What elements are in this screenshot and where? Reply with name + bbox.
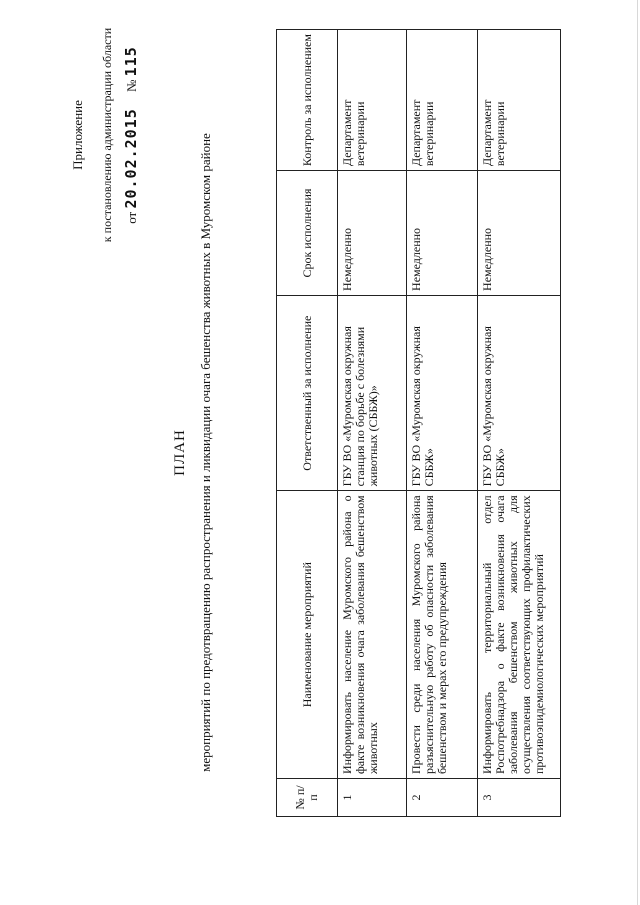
plan-subtitle: мероприятий по предотвращению распространения и ликвидации очага бешенства животных в Муромском районе: [198, 133, 213, 772]
row-control: Департамент ветеринарии: [478, 30, 561, 171]
row-num: 1: [338, 779, 407, 817]
col-header-control: Контроль за исполнением: [277, 30, 338, 171]
row-action: Информировать территориальный отдел Роспотребнадзора о факте возникновения очага заболевания бешенством животных для осуществления соответствующих профилактических противоэпидемиологических мероприятий: [478, 491, 561, 779]
date-prefix: от: [124, 211, 139, 224]
decree-date: 20.02.2015: [122, 108, 140, 209]
row-action: Провести среди населения Муромского района разъяснительную работу об опасности заболевания бешенством и мерах его предупреждения: [407, 491, 478, 779]
table-row: [338, 30, 407, 817]
col-header-num: № п/п: [277, 779, 338, 817]
row-num: 3: [478, 779, 561, 817]
table-row: [478, 30, 561, 817]
plan-table: [276, 29, 561, 817]
decree-label: к постановлению администрации области: [100, 27, 114, 243]
decree-date-line: [122, 5, 140, 265]
row-deadline: Немедленно: [478, 171, 561, 296]
number-prefix: №: [124, 79, 139, 92]
decree-number: 115: [122, 46, 140, 77]
row-responsible: ГБУ ВО «Муромская окружная СББЖ»: [478, 295, 561, 490]
row-control: Департамент ветеринарии: [338, 30, 407, 171]
row-num: 2: [407, 779, 478, 817]
table-header-row: [277, 30, 338, 817]
appendix-label: Приложение: [70, 100, 85, 170]
row-control: Департамент ветеринарии: [407, 30, 478, 171]
col-header-action: Наименование мероприятий: [277, 491, 338, 779]
row-responsible: ГБУ ВО «Муромская окружная станция по борьбе с болезнями животных (СББЖ)»: [338, 295, 407, 490]
row-responsible: ГБУ ВО «Муромская окружная СББЖ»: [407, 295, 478, 490]
row-deadline: Немедленно: [407, 171, 478, 296]
row-deadline: Немедленно: [338, 171, 407, 296]
col-header-responsible: Ответственный за исполнение: [277, 295, 338, 490]
row-action: Информировать население Муромского района о факте возникновения очага заболевания бешенством животных: [338, 491, 407, 779]
plan-title: ПЛАН: [172, 429, 188, 476]
table-row: [407, 30, 478, 817]
col-header-deadline: Срок исполнения: [277, 171, 338, 296]
